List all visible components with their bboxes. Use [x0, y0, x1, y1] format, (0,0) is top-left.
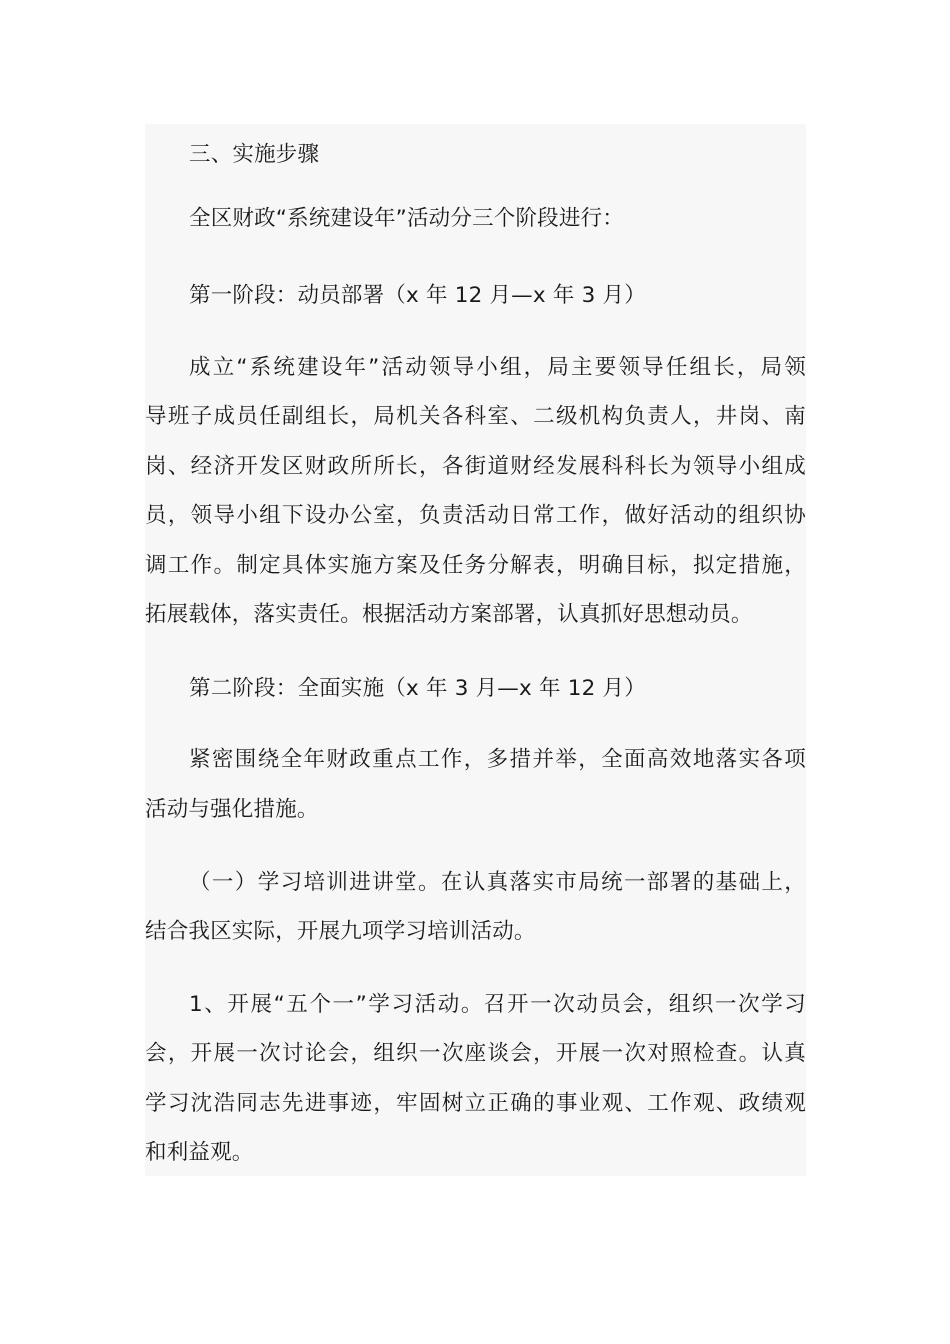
paragraph-line: 学习沈浩同志先进事迹，牢固树立正确的事业观、工作观、政绩观: [145, 1091, 806, 1116]
paragraph-line: 结合我区实际，开展九项学习培训活动。: [145, 919, 536, 944]
paragraph-line: （一）学习培训进讲堂。在认真落实市局统一部署的基础上，: [189, 870, 806, 895]
paragraph-line: 紧密围绕全年财政重点工作，多措并举，全面高效地落实各项: [189, 747, 806, 772]
paragraph-line: 会，开展一次讨论会，组织一次座谈会，开展一次对照检查。认真: [145, 1041, 806, 1066]
stage-two-heading: 第二阶段：全面实施（x 年 3 月—x 年 12 月）: [189, 676, 646, 701]
paragraph-line: 拓展载体，落实责任。根据活动方案部署，认真抓好思想动员。: [145, 602, 753, 627]
paragraph-line: 1、开展“五个一”学习活动。召开一次动员会，组织一次学习: [189, 992, 806, 1017]
paragraph-line: 导班子成员任副组长，局机关各科室、二级机构负责人，井岗、南: [145, 404, 806, 429]
paragraph-line: 成立“系统建设年”活动领导小组，局主要领导任组长，局领: [189, 355, 806, 380]
paragraph-line: 员，领导小组下设办公室，负责活动日常工作，做好活动的组织协: [145, 503, 806, 528]
document-page: [145, 124, 806, 1176]
paragraph-line: 岗、经济开发区财政所所长，各街道财经发展科科长为领导小组成: [145, 454, 806, 479]
paragraph-line: 调工作。制定具体实施方案及任务分解表，明确目标，拟定措施，: [145, 553, 806, 578]
paragraph-intro: 全区财政“系统建设年”活动分三个阶段进行：: [189, 206, 624, 231]
paragraph-line: 活动与强化措施。: [145, 797, 319, 822]
section-heading: 三、实施步骤: [189, 142, 320, 167]
stage-one-heading: 第一阶段：动员部署（x 年 12 月—x 年 3 月）: [189, 283, 646, 308]
paragraph-line: 和利益观。: [145, 1140, 254, 1165]
